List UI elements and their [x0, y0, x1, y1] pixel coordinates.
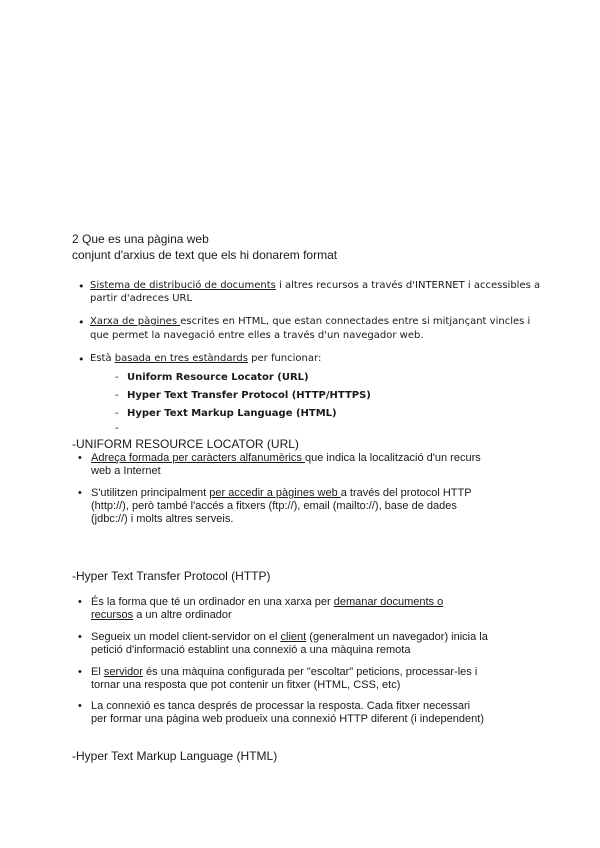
text: i altres recursos a través d'INTERNET i accessibles a: [275, 280, 541, 291]
section-heading-http: -Hyper Text Transfer Protocol (HTTP): [72, 569, 271, 583]
bullet-glyph: •: [78, 596, 82, 608]
dash-glyph: -: [115, 423, 119, 434]
text: per funcionar:: [247, 353, 322, 364]
underlined-text: demanar documents o: [333, 596, 444, 608]
text: que indica la localització d'un recurs: [304, 452, 481, 464]
list-item-cont: [91, 609, 232, 621]
list-item: [91, 666, 477, 678]
text: escrites en HTML, que estan connectades entre si mitjançant vincles i: [180, 316, 531, 327]
text: S'utilitzen principalment: [91, 487, 210, 499]
list-item: La connexió es tanca després de processar la resposta. Cada fitxer necessari: [91, 700, 471, 712]
text: (generalment un navegador) inicia la: [306, 631, 488, 643]
list-item: [90, 316, 530, 327]
page-title: 2 Que es una pàgina web: [72, 232, 209, 246]
underlined-text: recursos: [91, 609, 134, 621]
section-heading-url: -UNIFORM RESOURCE LOCATOR (URL): [72, 437, 299, 451]
sub-item: Hyper Text Transfer Protocol (HTTP/HTTPS): [127, 390, 371, 401]
text: a un altre ordinador: [133, 609, 232, 621]
text: és una màquina configurada per "escoltar" peticions, processar-les i: [142, 666, 478, 678]
text: a través del protocol HTTP: [340, 487, 472, 499]
underlined-text: basada en tres estàndards: [114, 353, 248, 364]
list-item-cont: tornar una resposta que pot contenir un fitxer (HTML, CSS, etc): [91, 679, 401, 691]
page-subtitle: conjunt d'arxius de text que els hi donarem format: [72, 248, 338, 262]
dash-glyph: -: [115, 390, 119, 401]
bullet-glyph: •: [78, 700, 82, 712]
list-item-cont: (http://), però també l'accés a fitxers (ftp://), email (mailto://), base de dades: [91, 500, 457, 512]
list-item-cont: petició d'informació establint una connexió a una màquina remota: [91, 644, 411, 656]
list-item-cont: partir d'adreces URL: [90, 293, 193, 304]
list-item: [91, 596, 443, 608]
text: Segueix un model client-servidor on el: [91, 631, 281, 643]
bullet-glyph: •: [78, 280, 85, 293]
list-item-cont: (jdbc://) i molts altres serveis.: [91, 513, 234, 525]
underlined-text: client: [280, 631, 307, 643]
bullet-glyph: •: [78, 452, 82, 464]
underlined-text: Sistema de distribució de documents: [90, 280, 276, 291]
underlined-text: servidor: [103, 666, 143, 678]
sub-item: Hyper Text Markup Language (HTML): [127, 408, 337, 419]
list-item: [91, 631, 488, 643]
text: Està: [90, 353, 115, 364]
sub-item: Uniform Resource Locator (URL): [127, 372, 309, 383]
list-item-cont: que permet la navegació entre elles a través d'un navegador web.: [90, 330, 424, 341]
text: El: [91, 666, 104, 678]
underlined-text: Adreça formada per caràcters alfanumèrics: [91, 452, 305, 464]
list-item: [90, 280, 540, 291]
bullet-glyph: •: [78, 353, 85, 366]
dash-glyph: -: [115, 372, 119, 383]
bullet-glyph: •: [78, 666, 82, 678]
bullet-glyph: •: [78, 316, 85, 329]
underlined-text: per accedir a pàgines web: [209, 487, 341, 499]
bullet-glyph: •: [78, 631, 82, 643]
list-item: [91, 452, 481, 464]
list-item: [91, 487, 472, 499]
bullet-glyph: •: [78, 487, 82, 499]
dash-glyph: -: [115, 408, 119, 419]
section-heading-html: -Hyper Text Markup Language (HTML): [72, 749, 278, 763]
list-item-cont: per formar una pàgina web produeix una connexió HTTP diferent (i independent): [91, 713, 484, 725]
list-item: [90, 353, 321, 364]
text: És la forma que té un ordinador en una xarxa per: [91, 596, 334, 608]
underlined-text: Xarxa de pàgines: [90, 316, 181, 327]
list-item-cont: web a Internet: [91, 465, 161, 477]
